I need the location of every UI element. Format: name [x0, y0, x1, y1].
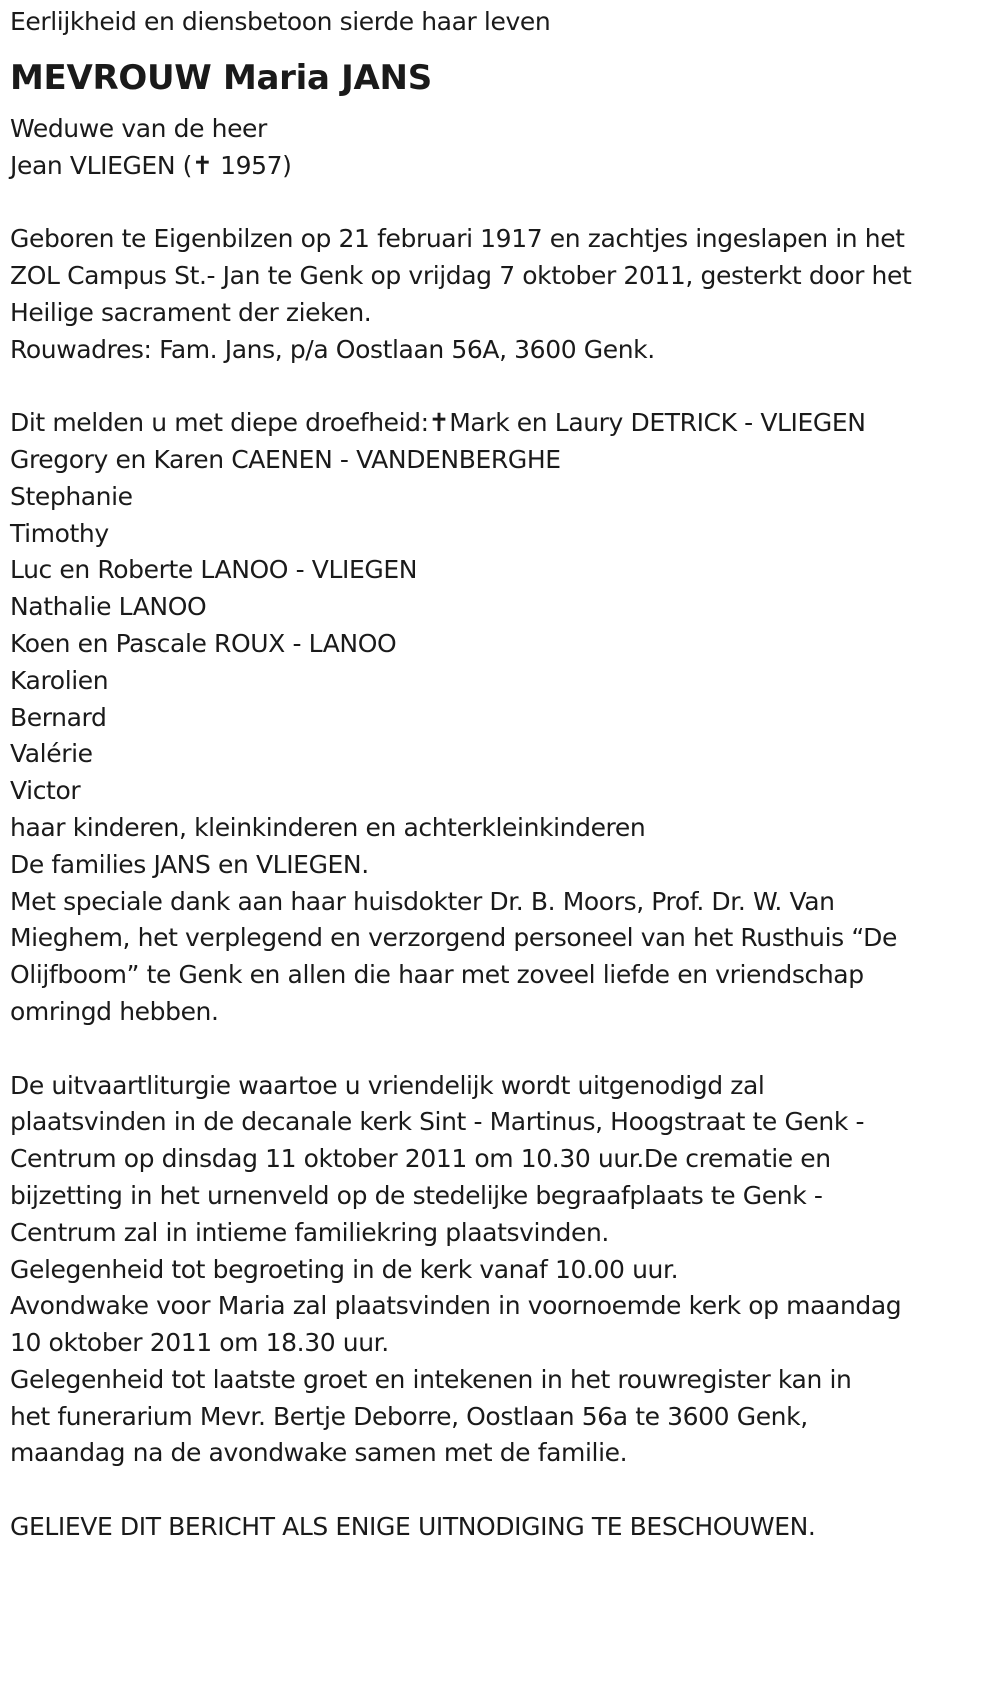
spacer: [10, 368, 995, 405]
funeral-line: plaatsvinden in de decanale kerk Sint - Martinus, Hoogstraat te Genk -: [10, 1107, 865, 1137]
birth-death-line: Geboren te Eigenbilzen op 21 februari 1917 en zachtjes ingeslapen in het: [10, 224, 905, 254]
birth-death-section: [10, 221, 995, 368]
spacer: [10, 1031, 995, 1068]
deceased-name: MEVROUW Maria JANS: [10, 57, 432, 98]
funeral-line: Gelegenheid tot laatste groet en intekenen in het rouwregister kan in: [10, 1364, 852, 1394]
family-line: Dit melden u met diepe droefheid:✝Mark en Laury DETRICK - VLIEGEN: [10, 408, 866, 438]
family-section: [10, 405, 995, 1031]
family-line: Gregory en Karen CAENEN - VANDENBERGHE: [10, 444, 561, 474]
family-line: Valérie: [10, 739, 93, 769]
family-line: haar kinderen, kleinkinderen en achterkleinkinderen: [10, 812, 646, 842]
family-line: Timothy: [10, 518, 109, 548]
funeral-line: maandag na de avondwake samen met de familie.: [10, 1438, 628, 1468]
spacer: [10, 184, 995, 221]
funeral-section: [10, 1068, 995, 1473]
spacer: [10, 1472, 995, 1509]
spouse-line: Jean VLIEGEN (✝ 1957): [10, 150, 292, 180]
family-line: Stephanie: [10, 481, 133, 511]
funeral-line: Centrum zal in intieme familiekring plaatsvinden.: [10, 1217, 609, 1247]
thanks-line: omringd hebben.: [10, 996, 219, 1026]
family-line: Karolien: [10, 665, 109, 695]
family-line: De families JANS en VLIEGEN.: [10, 849, 369, 879]
family-line: Koen en Pascale ROUX - LANOO: [10, 628, 397, 658]
family-line: Victor: [10, 776, 81, 806]
funeral-line: bijzetting in het urnenveld op de stedelijke begraafplaats te Genk -: [10, 1180, 823, 1210]
family-line: Luc en Roberte LANOO - VLIEGEN: [10, 555, 418, 585]
funeral-line: het funerarium Mevr. Bertje Deborre, Oostlaan 56a te 3600 Genk,: [10, 1401, 808, 1431]
funeral-line: Centrum op dinsdag 11 oktober 2011 om 10.30 uur.De crematie en: [10, 1144, 831, 1174]
widow-line: Weduwe van de heer: [10, 113, 267, 143]
funeral-line: De uitvaartliturgie waartoe u vriendelijk wordt uitgenodigd zal: [10, 1070, 765, 1100]
funeral-line: Gelegenheid tot begroeting in de kerk vanaf 10.00 uur.: [10, 1254, 679, 1284]
birth-death-line: Heilige sacrament der zieken.: [10, 297, 372, 327]
motto: Eerlijkheid en diensbetoon sierde haar leven: [10, 7, 551, 36]
family-line: Nathalie LANOO: [10, 592, 207, 622]
thanks-line: Met speciale dank aan haar huisdokter Dr. B. Moors, Prof. Dr. W. Van: [10, 886, 835, 916]
birth-death-line: ZOL Campus St.- Jan te Genk op vrijdag 7 oktober 2011, gesterkt door het: [10, 260, 912, 290]
funeral-line: Avondwake voor Maria zal plaatsvinden in voornoemde kerk op maandag: [10, 1291, 902, 1321]
thanks-line: Mieghem, het verplegend en verzorgend personeel van het Rusthuis “De: [10, 923, 897, 953]
mourning-address: Rouwadres: Fam. Jans, p/a Oostlaan 56A, 3600 Genk.: [10, 334, 655, 364]
thanks-line: Olijfboom” te Genk en allen die haar met zoveel liefde en vriendschap: [10, 960, 864, 990]
family-line: Bernard: [10, 702, 107, 732]
obituary-notice: [10, 4, 995, 1546]
closing-notice: GELIEVE DIT BERICHT ALS ENIGE UITNODIGING TE BESCHOUWEN.: [10, 1512, 816, 1542]
funeral-line: 10 oktober 2011 om 18.30 uur.: [10, 1328, 389, 1358]
